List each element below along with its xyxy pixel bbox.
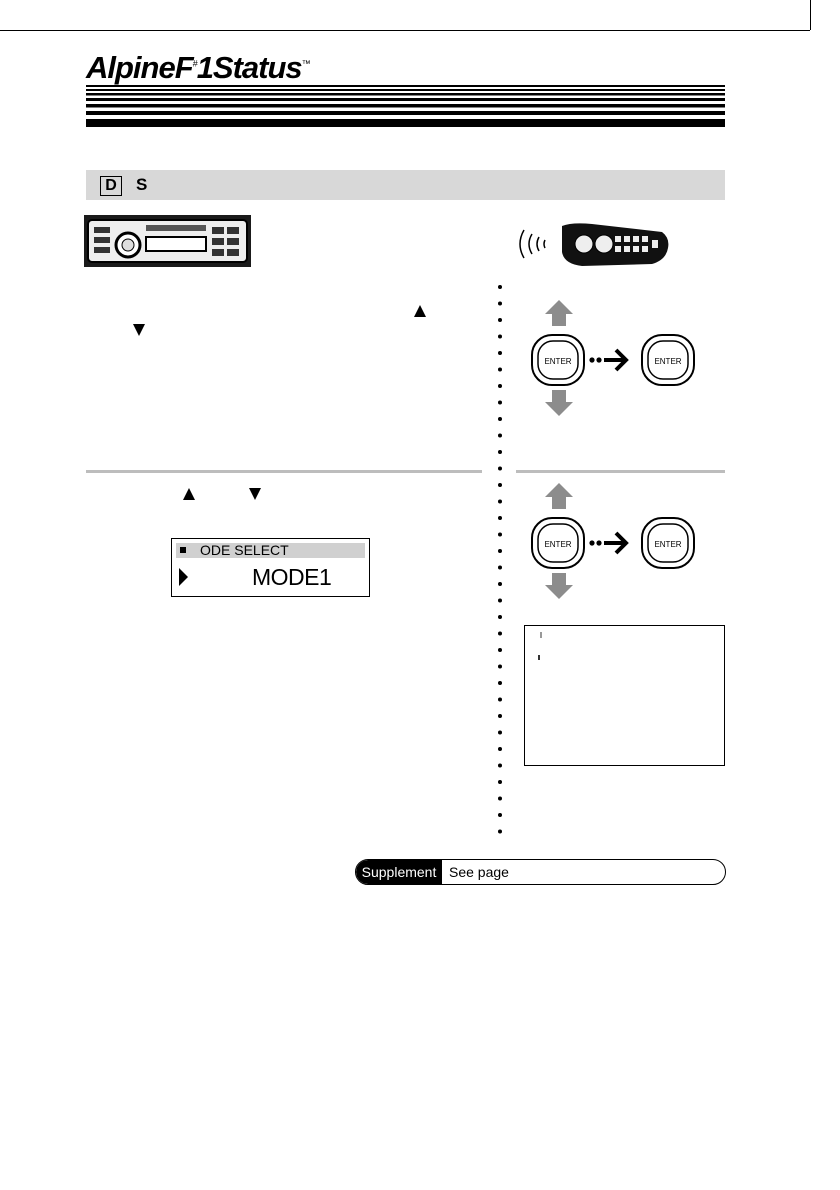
svg-text:ENTER: ENTER [544, 357, 572, 366]
lcd-line-2: MODE1 [252, 564, 332, 590]
lcd-header-highlight [176, 543, 365, 558]
supplement-reference [355, 859, 726, 885]
note-panel [524, 625, 725, 766]
section-header-bar [86, 170, 725, 200]
panel-mark [538, 655, 540, 660]
section-title: S [136, 175, 148, 194]
crop-mark [0, 30, 810, 31]
supplement-label: Supplement [356, 860, 442, 884]
right-arrow-icon [604, 533, 626, 553]
section-letter-box: D [100, 176, 122, 196]
right-arrow-icon [604, 350, 626, 370]
svg-text:ENTER: ENTER [544, 540, 572, 549]
divider [86, 470, 482, 473]
arrow-down-icon [545, 573, 573, 599]
remote-control-image [512, 222, 672, 268]
triangle-up-icon [414, 305, 426, 317]
header-stripes [86, 85, 725, 127]
remote-diagram-1 [528, 300, 698, 418]
arrow-up-icon [545, 483, 573, 509]
triangle-down-icon [249, 488, 261, 500]
svg-text:ENTER: ENTER [654, 357, 682, 366]
crop-mark [810, 0, 811, 30]
supplement-text: See page [449, 864, 509, 880]
triangle-up-icon [183, 488, 195, 500]
dotted-separator [496, 283, 504, 843]
lcd-display [171, 538, 370, 597]
brand-logo: AlpineF#1Status™ [86, 50, 310, 85]
remote-diagram-2 [528, 483, 698, 601]
arrow-up-icon [545, 300, 573, 326]
triangle-down-icon [133, 324, 145, 336]
divider [516, 470, 725, 473]
head-unit-image [84, 215, 251, 267]
lcd-square-icon [180, 547, 186, 553]
svg-text:ENTER: ENTER [654, 540, 682, 549]
panel-mark [540, 632, 542, 638]
lcd-line-1: ODE SELECT [200, 542, 289, 558]
arrow-down-icon [545, 390, 573, 416]
lcd-pointer-icon [179, 568, 188, 586]
